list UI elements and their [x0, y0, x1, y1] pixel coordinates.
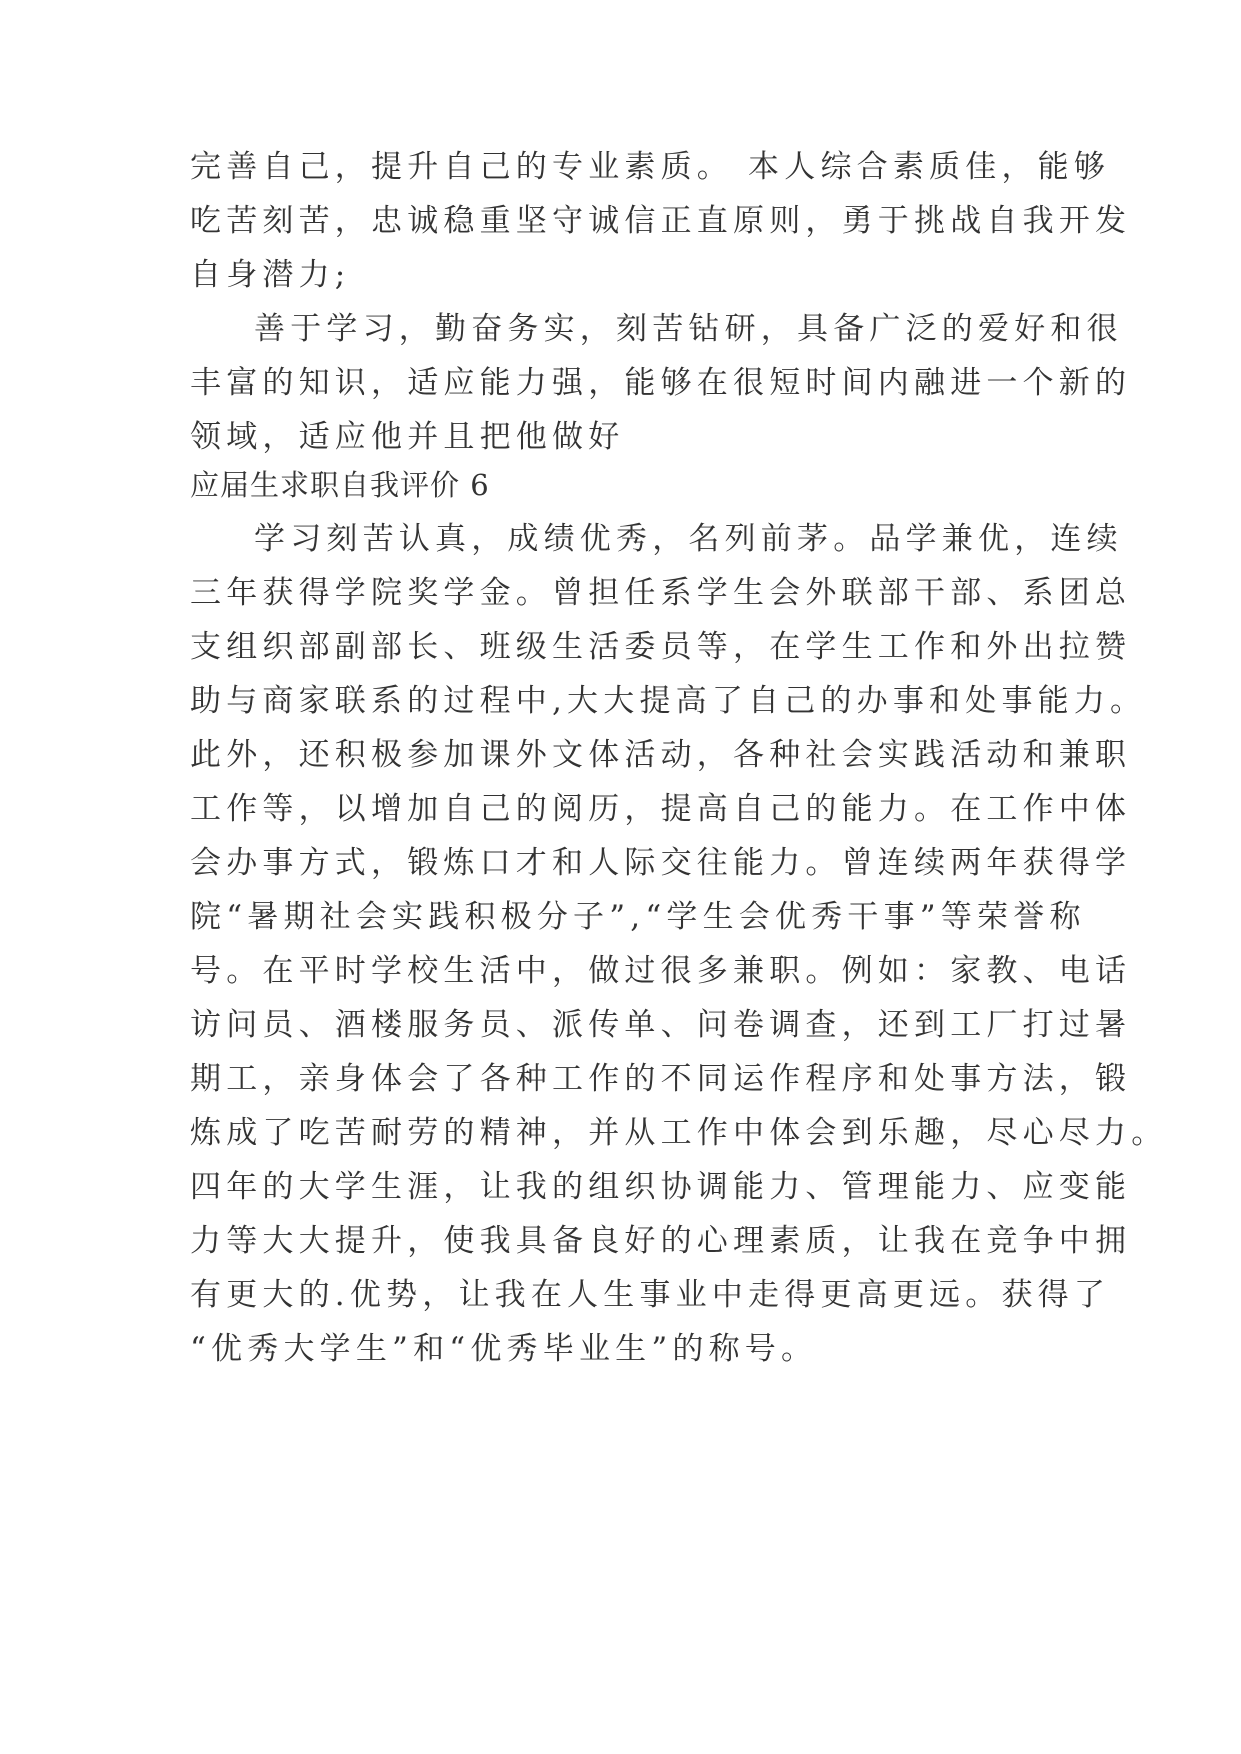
paragraph-line: 力等大大提升，使我具备良好的心理素质，让我在竞争中拥	[190, 1223, 1132, 1259]
paragraph-line: 此外，还积极参加课外文体活动，各种社会实践活动和兼职	[190, 737, 1132, 773]
section-heading: 应届生求职自我评价 6	[190, 468, 490, 502]
paragraph-line: “优秀大学生”和“优秀毕业生”的称号。	[190, 1331, 818, 1367]
paragraph-line: 期工，亲身体会了各种工作的不同运作程序和处事方法，锻	[190, 1061, 1132, 1097]
paragraph-line: 院“暑期社会实践积极分子”,“学生会优秀干事”等荣誉称	[190, 899, 1086, 935]
paragraph-line: 吃苦刻苦，忠诚稳重坚守诚信正直原则，勇于挑战自我开发	[190, 203, 1132, 239]
paragraph-line: 四年的大学生涯，让我的组织协调能力、管理能力、应变能	[190, 1169, 1132, 1205]
paragraph-line: 完善自己，提升自己的专业素质。 本人综合素质佳，能够	[190, 149, 1111, 185]
paragraph-line: 炼成了吃苦耐劳的精神，并从工作中体会到乐趣，尽心尽力。	[190, 1115, 1168, 1151]
paragraph-line: 工作等，以增加自己的阅历，提高自己的能力。在工作中体	[190, 791, 1132, 827]
paragraph-line: 支组织部副部长、班级生活委员等，在学生工作和外出拉赞	[190, 629, 1132, 665]
paragraph-line: 助与商家联系的过程中,大大提高了自己的办事和处事能力。	[190, 683, 1147, 719]
paragraph-line: 访问员、酒楼服务员、派传单、问卷调查，还到工厂打过暑	[190, 1007, 1132, 1043]
paragraph-line: 善于学习，勤奋务实，刻苦钻研，具备广泛的爱好和很	[254, 311, 1123, 347]
paragraph-line: 领域，适应他并且把他做好	[190, 419, 625, 455]
paragraph-line: 自身潜力;	[190, 257, 351, 293]
paragraph-line: 有更大的.优势，让我在人生事业中走得更高更远。获得了	[190, 1277, 1111, 1313]
paragraph-line: 丰富的知识，适应能力强，能够在很短时间内融进一个新的	[190, 365, 1132, 401]
paragraph-line: 会办事方式，锻炼口才和人际交往能力。曾连续两年获得学	[190, 845, 1132, 881]
paragraph-line: 学习刻苦认真，成绩优秀，名列前茅。品学兼优，连续	[254, 521, 1123, 557]
paragraph-line: 号。在平时学校生活中，做过很多兼职。例如：家教、电话	[190, 953, 1132, 989]
paragraph-line: 三年获得学院奖学金。曾担任系学生会外联部干部、系团总	[190, 575, 1132, 611]
